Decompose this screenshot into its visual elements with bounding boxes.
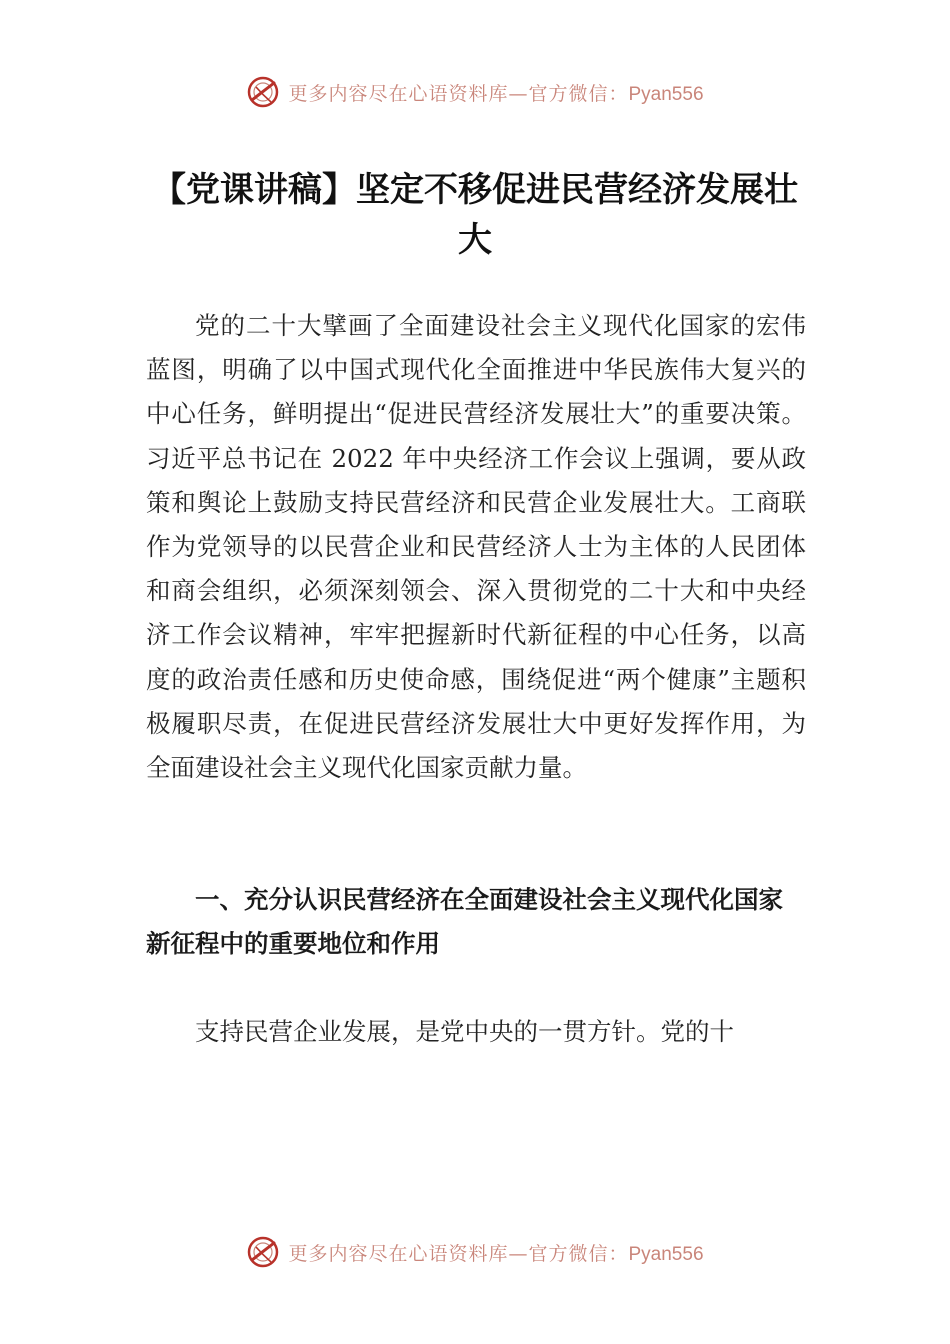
banner-label: 更多内容尽在心语资料库—官方微信： xyxy=(288,82,629,105)
logo-icon xyxy=(246,75,280,109)
document-title: 【党课讲稿】坚定不移促进民营经济发展壮大 xyxy=(152,170,798,260)
logo-icon xyxy=(246,1235,280,1269)
paragraph-intro: 党的二十大擘画了全面建设社会主义现代化国家的宏伟蓝图，明确了以中国式现代化全面推进中华民族伟大复兴的中心任务，鲜明提出“促进民营经济发展壮大”的重要决策。习近平总书记在 2022 年中央经济工作会议上强调，要从政策和舆论上鼓励支持民营经济和民营企业发展壮大。工商联作为党领导的以民营企业和民营经济人士为主体的人民团体和商会组织，必须深刻领会、深入贯彻党的二十大和中央经济工作会议精神，牢牢把握新时代新征程的中心任务，以高度的政治责任感和历史使命感，围绕促进“两个健康”主题积极履职尽责，在促进民营经济发展壮大中更好发挥作用，为全面建设社会主义现代化国家贡献力量。 xyxy=(146,311,806,783)
wechat-id: Pyan556 xyxy=(628,1243,704,1265)
section-heading: 一、充分认识民营经济在全面建设社会主义现代化国家新征程中的重要地位和作用 xyxy=(146,885,783,958)
header-banner xyxy=(0,72,950,112)
footer-banner xyxy=(0,1232,950,1272)
wechat-id: Pyan556 xyxy=(628,83,704,105)
banner-text xyxy=(288,79,703,106)
paragraph-section-1: 支持民营企业发展，是党中央的一贯方针。党的十 xyxy=(195,1017,734,1046)
banner-label: 更多内容尽在心语资料库—官方微信： xyxy=(288,1242,629,1265)
banner-text xyxy=(288,1239,703,1266)
